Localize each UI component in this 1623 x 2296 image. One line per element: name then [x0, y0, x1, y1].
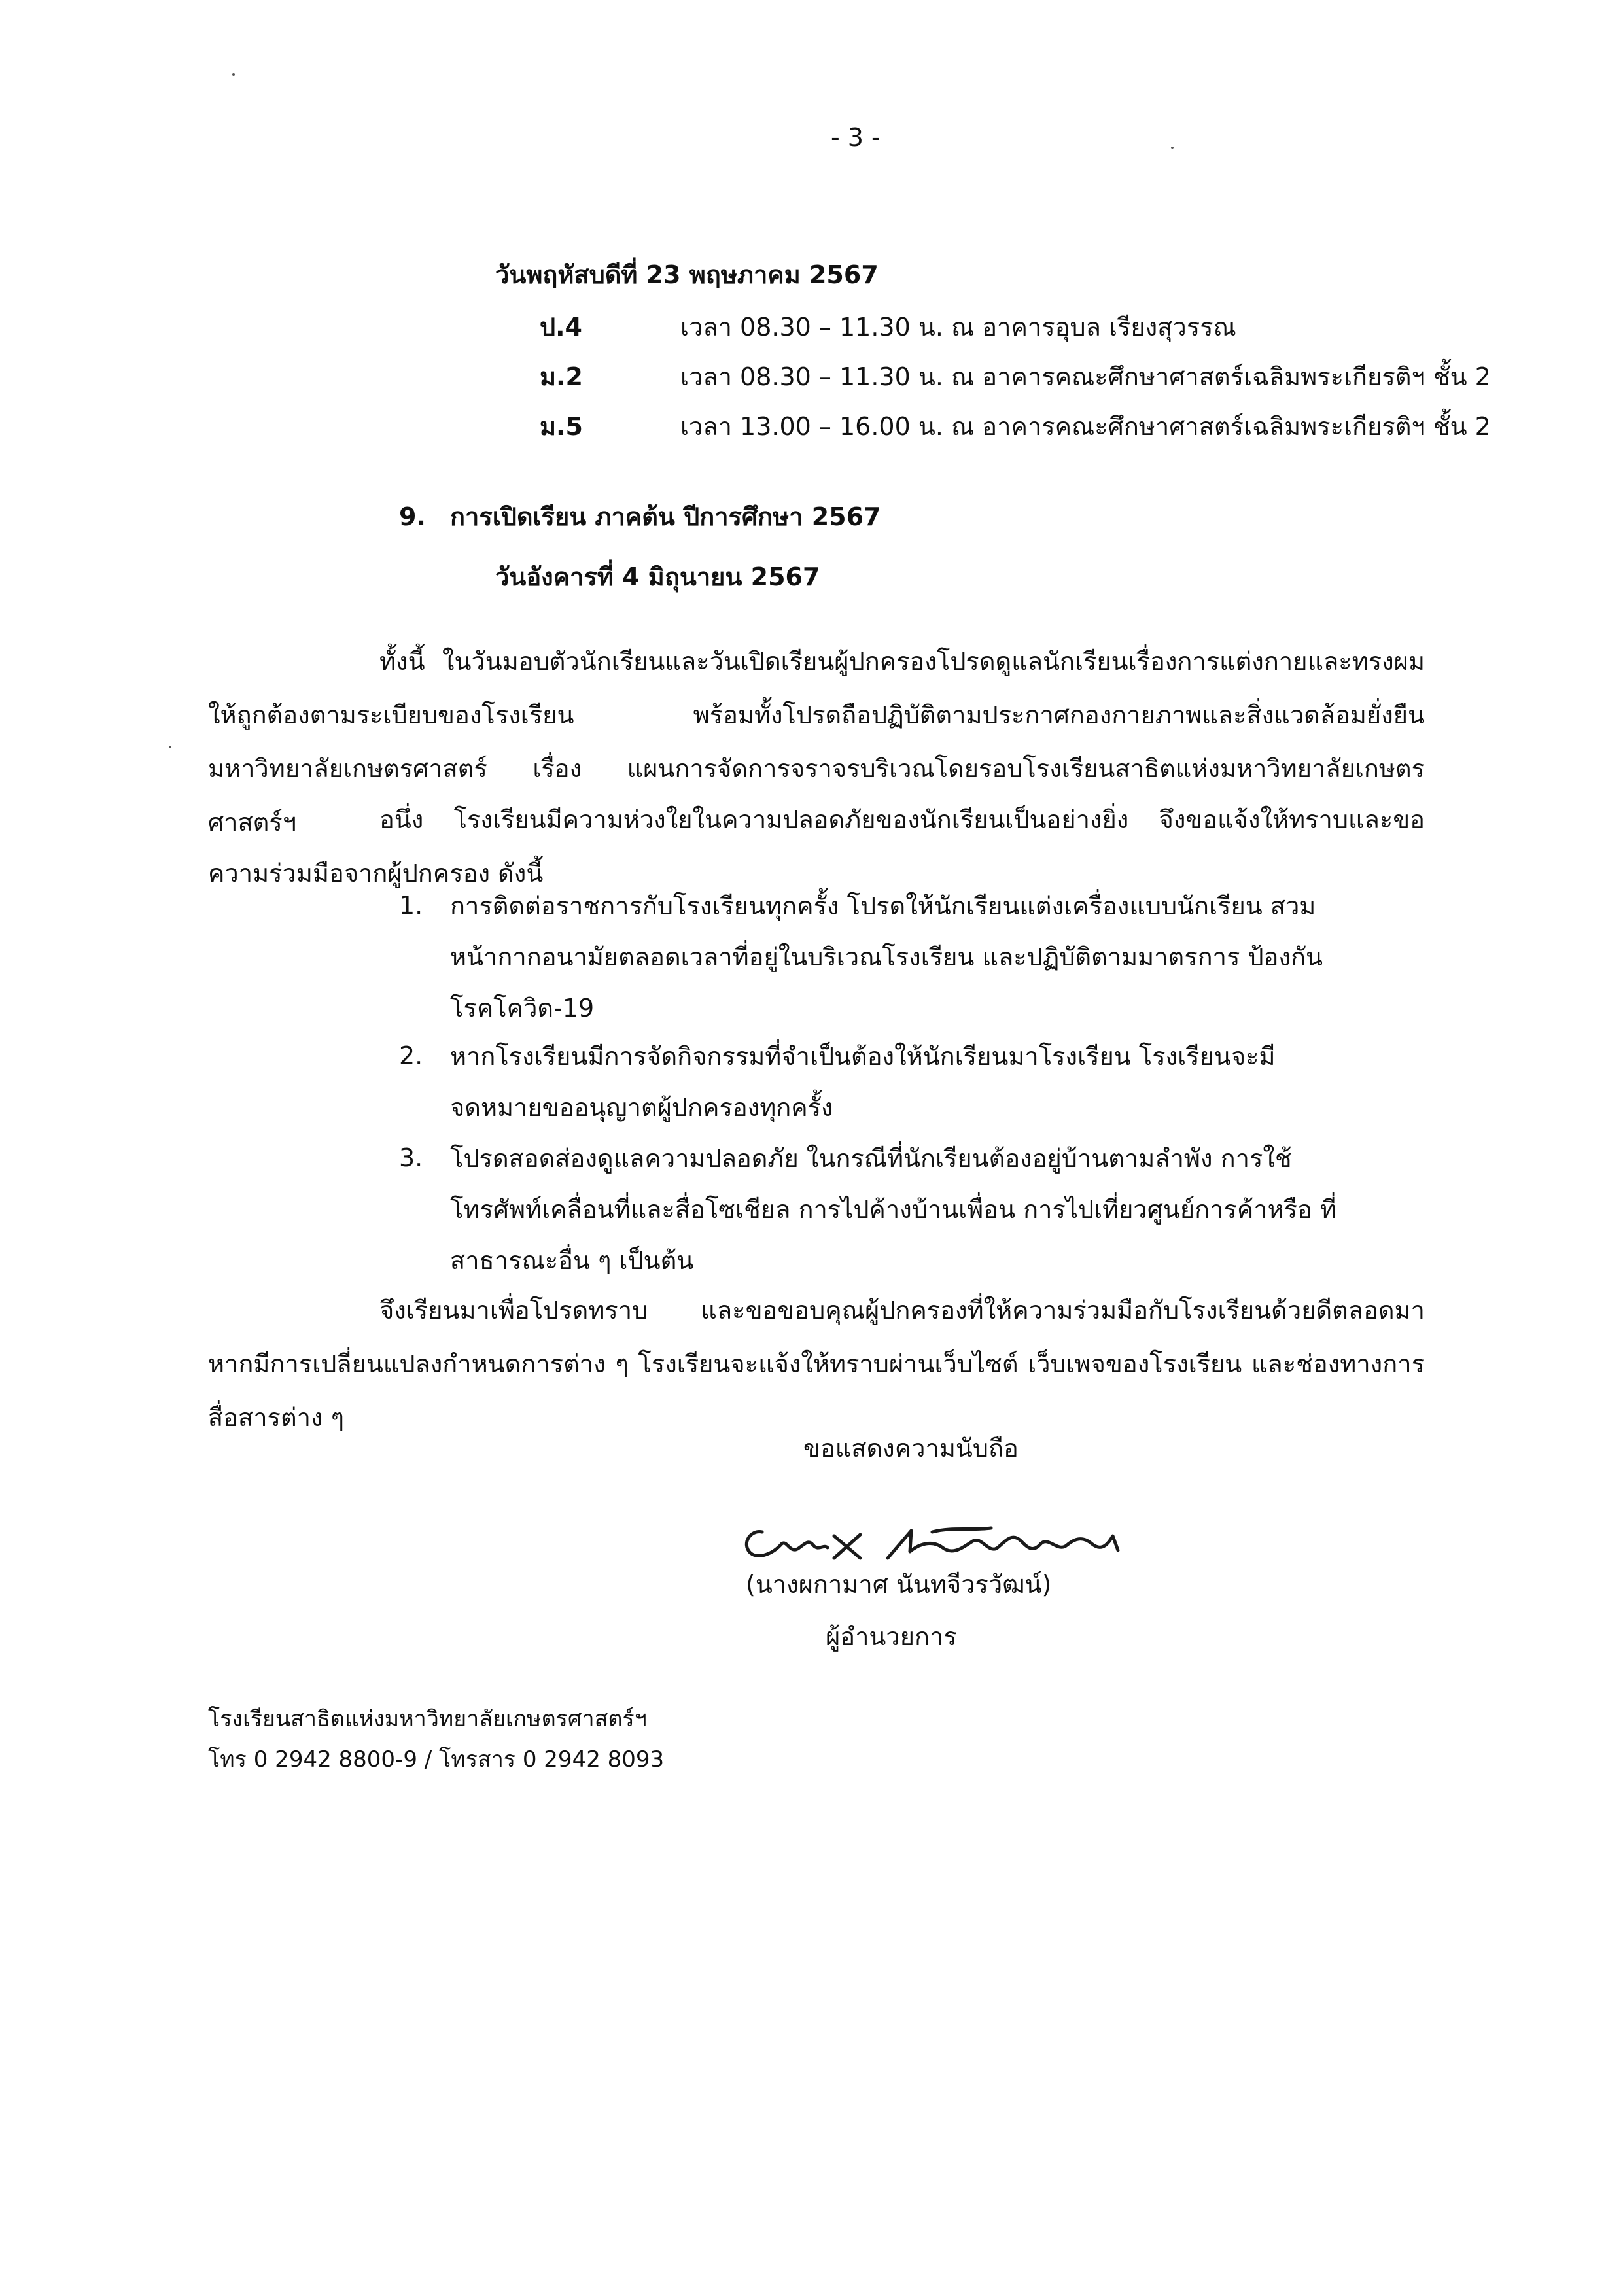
footer-school-name: โรงเรียนสาธิตแห่งมหาวิทยาลัยเกษตรศาสตร์ฯ [208, 1706, 647, 1732]
paragraph-closing: จึงเรียนมาเพื่อโปรดทราบ และขอขอบคุณผู้ปกครองที่ให้ความร่วมมือกับโรงเรียนด้วยดีตลอดมา หากมีการเปลี่ยนแปลงกำหนดการต่าง ๆ โรงเรียนจะแจ้งให้ทราบผ่านเว็บไซต์ เว็บเพจของโรงเรียน และช่องทางการสื่อสารต่าง ๆ [208, 1296, 1425, 1432]
signature-image [736, 1498, 1135, 1570]
schedule-date-heading: วันพฤหัสบดีที่ 23 พฤษภาคม 2567 [495, 260, 879, 289]
schedule-detail: เวลา 08.30 – 11.30 น. ณ อาคารคณะศึกษาศาสตร์เฉลิมพระเกียรติฯ ชั้น 2 [680, 362, 1491, 391]
list-number: 2. [399, 1041, 423, 1070]
closing-salutation: ขอแสดงความนับถือ [803, 1434, 1019, 1463]
page-number: - 3 - [831, 123, 881, 152]
scan-speck [1171, 147, 1174, 149]
list-number: 3. [399, 1143, 423, 1172]
paragraph-safety-intro: อนึ่ง โรงเรียนมีความห่วงใยในความปลอดภัยของนักเรียนเป็นอย่างยิ่ง จึงขอแจ้งให้ทราบและขอความร่วมมือจากผู้ปกครอง ดังนี้ [208, 805, 1425, 888]
signatory-position: ผู้อำนวยการ [826, 1622, 957, 1651]
signatory-name: (นางผกามาศ นันทจีวรวัฒน์) [746, 1570, 1052, 1599]
scan-speck [232, 73, 235, 76]
section-date: วันอังคารที่ 4 มิถุนายน 2567 [495, 563, 820, 591]
list-number: 1. [399, 891, 423, 920]
footer-contact: โทร 0 2942 8800-9 / โทรสาร 0 2942 8093 [208, 1747, 665, 1773]
scan-speck [169, 746, 171, 748]
section-title: การเปิดเรียน ภาคต้น ปีการศึกษา 2567 [450, 502, 881, 531]
list-item-text: การติดต่อราชการกับโรงเรียนทุกครั้ง โปรดให้นักเรียนแต่งเครื่องแบบนักเรียน สวมหน้ากากอนามัยตลอดเวลาที่อยู่ในบริเวณโรงเรียน และปฏิบัติตามมาตรการ ป้องกันโรคโควิด-19 [450, 892, 1323, 1022]
schedule-detail: เวลา 08.30 – 11.30 น. ณ อาคารอุบล เรียงสุวรรณ [680, 313, 1236, 341]
list-item-text: โปรดสอดส่องดูแลความปลอดภัย ในกรณีที่นักเรียนต้องอยู่บ้านตามลำพัง การใช้โทรศัพท์เคลื่อนที่และสื่อโซเชียล การไปค้างบ้านเพื่อน การไปเที่ยวศูนย์การค้าหรือ ที่สาธารณะอื่น ๆ เป็นต้น [450, 1144, 1337, 1275]
paragraph-dress-code: ทั้งนี้ ในวันมอบตัวนักเรียนและวันเปิดเรียนผู้ปกครองโปรดดูแลนักเรียนเรื่องการแต่งกายและทรงผมให้ถูกต้องตามระเบียบของโรงเรียน พร้อมทั้งโปรดถือปฏิบัติตามประกาศกองกายภาพและสิ่งแวดล้อมยั่งยืน มหาวิทยาลัยเกษตรศาสตร์ เรื่อง แผนการจัดการจราจรบริเวณโดยรอบโรงเรียนสาธิตแห่งมหาวิทยาลัยเกษตรศาสตร์ฯ [208, 647, 1425, 837]
section-number: 9. [399, 502, 426, 531]
schedule-detail: เวลา 13.00 – 16.00 น. ณ อาคารคณะศึกษาศาสตร์เฉลิมพระเกียรติฯ ชั้น 2 [680, 412, 1491, 441]
schedule-grade: ป.4 [540, 313, 582, 341]
schedule-grade: ม.5 [540, 412, 583, 441]
list-item-text: หากโรงเรียนมีการจัดกิจกรรมที่จำเป็นต้องให้นักเรียนมาโรงเรียน โรงเรียนจะมี จดหมายขออนุญาตผู้ปกครองทุกครั้ง [450, 1042, 1276, 1122]
schedule-grade: ม.2 [540, 362, 583, 391]
